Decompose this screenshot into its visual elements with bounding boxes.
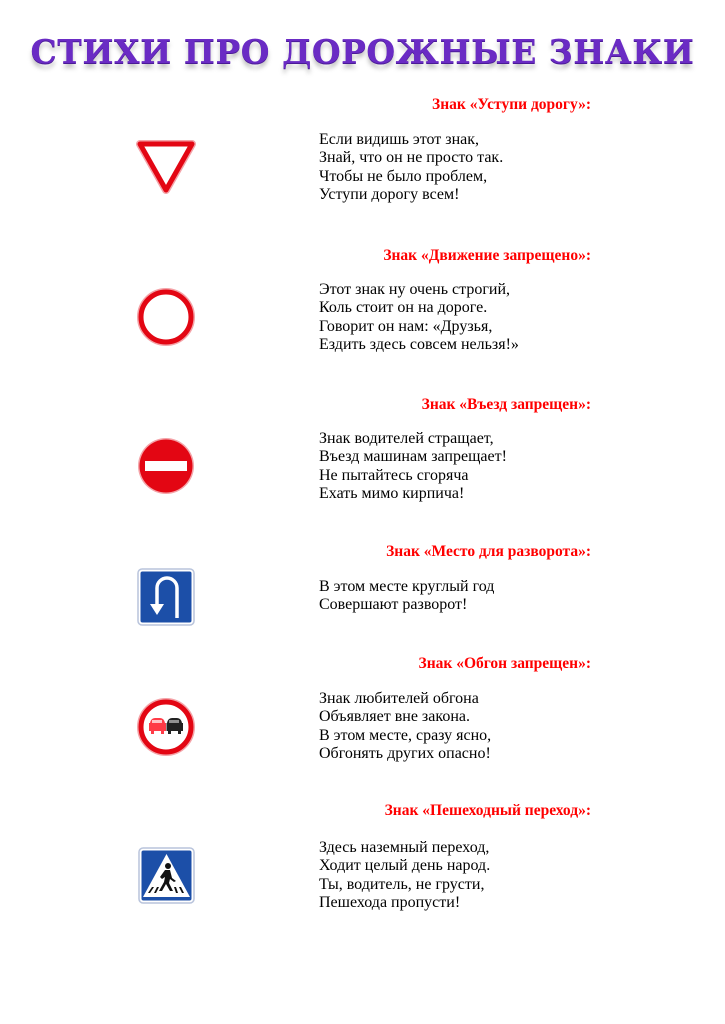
poem	[319, 131, 503, 204]
pedestrian-crossing-sign-icon	[138, 847, 195, 904]
poem-line: Говорит он нам: «Друзья,	[319, 317, 493, 335]
poem	[319, 839, 490, 912]
poem-line: Ты, водитель, не грусти,	[319, 875, 485, 893]
poem-line: Если видишь этот знак,	[319, 131, 480, 148]
section-heading: Знак «Обгон запрещен»:	[418, 655, 591, 672]
section-heading: Знак «Уступи дорогу»:	[432, 96, 591, 113]
poem	[319, 430, 507, 503]
section-heading: Знак «Пешеходный переход»:	[384, 802, 591, 819]
page-title: СТИХИ ПРО ДОРОЖНЫЕ ЗНАКИ	[30, 32, 695, 71]
no-traffic-sign-icon	[136, 287, 196, 347]
poem-line: Знак водителей стращает,	[319, 430, 494, 447]
yield-sign-icon	[136, 136, 196, 196]
poem-line: Обгонять других опасно!	[319, 744, 491, 762]
no-entry-sign-icon	[136, 436, 196, 496]
no-overtaking-sign-icon	[136, 697, 196, 757]
poem	[319, 690, 491, 763]
poem-line: Не пытайтесь сгоряча	[319, 466, 469, 484]
poem-line: Пешехода пропусти!	[319, 893, 461, 911]
poem-line: Въезд машинам запрещает!	[319, 448, 507, 466]
poem-line: Этот знак ну очень строгий,	[319, 281, 511, 298]
poem-line: Здесь наземный переход,	[319, 839, 490, 856]
section-heading: Знак «Въезд запрещен»:	[421, 396, 591, 413]
poem-line: Объявляет вне закона.	[319, 708, 470, 726]
poem-line: Совершают разворот!	[319, 596, 468, 614]
poem-line: Знай, что он не просто так.	[319, 149, 504, 167]
section-heading: Знак «Место для разворота»:	[386, 543, 591, 560]
poem-line: Ездить здесь совсем нельзя!»	[319, 335, 519, 353]
poem-line: Знак любителей обгона	[319, 690, 479, 707]
poem	[319, 281, 519, 354]
poem-line: Ходит целый день народ.	[319, 857, 491, 875]
poem-line: Чтобы не было проблем,	[319, 167, 488, 185]
poem-line: В этом месте круглый год	[319, 578, 495, 595]
u-turn-sign-icon	[137, 568, 195, 626]
poem	[319, 578, 494, 615]
poem-line: Коль стоит он на дороге.	[319, 299, 488, 317]
poem-line: В этом месте, сразу ясно,	[319, 726, 492, 744]
poem-line: Ехать мимо кирпича!	[319, 484, 465, 502]
poem-line: Уступи дорогу всем!	[319, 185, 460, 203]
section-heading: Знак «Движение запрещено»:	[383, 247, 591, 264]
